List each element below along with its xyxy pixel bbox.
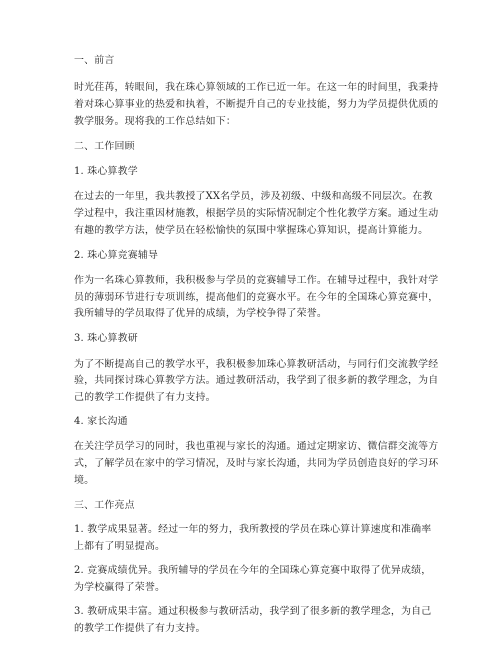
highlight-line: 3. 教研成果丰富。通过积极参与教研活动，我学到了很多新的教学理念，为自己 [74, 606, 432, 618]
paragraph-line: 学过程中，我注重因材施教，根据学员的实际情况制定个性化教学方案。通过生动 [74, 207, 439, 219]
paragraph-line: 着对珠心算事业的热爱和执着，不断提升自己的专业技能，努力为学员提供优质的 [74, 98, 439, 110]
heading-preface: 一、前言 [74, 55, 115, 66]
paragraph-line: 员的薄弱环节进行专项训练，提高他们的竞赛水平。在今年的全国珠心算竞赛中， [74, 291, 439, 303]
highlight-line: 2. 竞赛成绩优异。我所辅导的学员在今年的全国珠心算竞赛中取得了优异成绩， [74, 565, 432, 577]
paragraph-line: 在关注学员学习的同时，我也重视与家长的沟通。通过定期家访、微信群交流等方 [74, 441, 439, 453]
paragraph-line: 在过去的一年里，我共教授了XX名学员，涉及初级、中级和高级不同层次。在教 [74, 190, 433, 202]
paragraph-line: 时光荏苒，转眼间，我在珠心算领域的工作已近一年。在这一年的时间里，我秉持 [74, 82, 439, 93]
paragraph-line: 我所辅导的学员取得了优异的成绩，为学校争得了荣誉。 [74, 308, 328, 320]
paragraph-line: 为了不断提高自己的教学水平，我积极参加珠心算教研活动，与同行们交流教学经 [74, 358, 439, 370]
paragraph-line: 教学服务。现将我的工作总结如下： [74, 115, 236, 127]
subheading-parents: 4. 家长沟通 [74, 416, 128, 428]
paragraph-line: 式，了解学员在家中的学习情况，及时与家长沟通，共同为学员创造良好的学习环 [74, 458, 439, 470]
paragraph-line: 己的教学工作提供了有力支持。 [74, 392, 216, 404]
subheading-competition: 2. 珠心算竞赛辅导 [74, 249, 159, 261]
highlight-line: 1. 教学成果显著。经过一年的努力，我所教授的学员在珠心算计算速度和准确率 [74, 524, 432, 536]
highlight-line: 上都有了明显提高。 [74, 541, 166, 552]
subheading-research: 3. 珠心算教研 [74, 333, 138, 345]
paragraph-line: 作为一名珠心算教师，我积极参与学员的竞赛辅导工作。在辅导过程中，我针对学 [74, 274, 439, 286]
paragraph-line: 验，共同探讨珠心算教学方法。通过教研活动，我学到了很多新的教学理念，为自 [74, 375, 439, 387]
heading-highlights: 三、工作亮点 [74, 500, 135, 512]
paragraph-line: 境。 [74, 474, 95, 486]
paragraph-line: 有趣的教学方法，使学员在轻松愉快的氛围中掌握珠心算知识，提高计算能力。 [74, 224, 429, 236]
highlight-line: 的教学工作提供了有力支持。 [74, 623, 206, 634]
highlight-line: 为学校赢得了荣誉。 [74, 582, 166, 593]
subheading-teaching: 1. 珠心算教学 [74, 165, 138, 177]
heading-work-review: 二、工作回顾 [74, 140, 135, 152]
